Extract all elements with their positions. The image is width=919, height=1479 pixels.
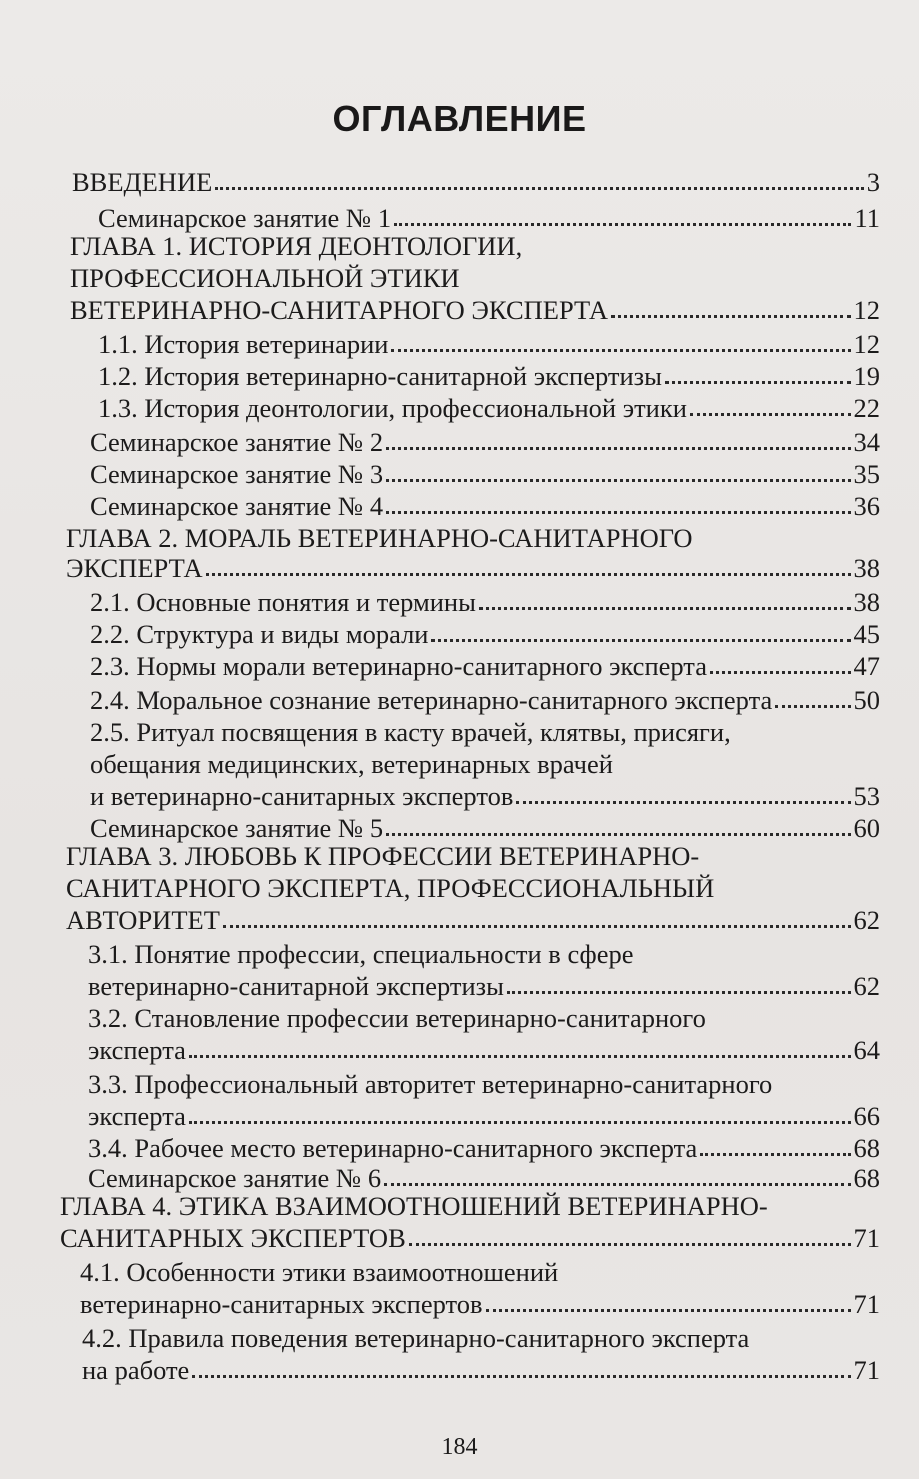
toc-title: ОГЛАВЛЕНИЕ <box>332 98 587 139</box>
toc-entry-page: 35 <box>853 459 880 489</box>
toc-entry-title: 3.2. Становление профессии ветеринарно-санитарного <box>88 1003 706 1033</box>
toc-entry-title: 2.1. Основные понятия и термины <box>90 587 476 617</box>
toc-entry-page: 68 <box>853 1133 880 1163</box>
toc-entry-title: ГЛАВА 4. ЭТИКА ВЗАИМООТНОШЕНИЙ ВЕТЕРИНАРНО- <box>60 1191 768 1221</box>
toc-entry-title: эксперта <box>88 1035 186 1065</box>
toc-entry-title: ЭКСПЕРТА <box>66 553 203 583</box>
toc-entry-title: 1.3. История деонтологии, профессиональной этики <box>98 393 687 423</box>
toc-entry-title: на работе <box>82 1355 190 1385</box>
toc-dot-leader <box>516 801 850 804</box>
toc-entry-title: 4.2. Правила поведения ветеринарно-санитарного эксперта <box>82 1323 750 1353</box>
toc-entry <box>80 1256 880 1288</box>
toc-entry <box>66 522 880 554</box>
toc-entry <box>82 1354 880 1386</box>
toc-entry-page: 38 <box>853 553 880 583</box>
toc-dot-leader <box>189 1055 851 1058</box>
toc-entry-title: 3.1. Понятие профессии, специальности в сфере <box>88 939 634 969</box>
toc-entry <box>88 1002 880 1034</box>
toc-entry-title: 4.1. Особенности этики взаимоотношений <box>80 1257 559 1287</box>
toc-dot-leader <box>710 671 851 674</box>
toc-entry-title: 1.2. История ветеринарно-санитарной экспертизы <box>98 361 662 391</box>
toc-entry <box>66 552 880 584</box>
toc-entry-title: 2.2. Структура и виды морали <box>90 619 429 649</box>
toc-entry-page: 34 <box>853 427 880 457</box>
toc-entry-page: 45 <box>853 619 880 649</box>
toc-entry <box>90 426 880 458</box>
toc-entry-title: Семинарское занятие № 4 <box>90 491 384 521</box>
toc-entry-title: Семинарское занятие № 6 <box>88 1163 382 1193</box>
toc-entry <box>60 1222 880 1254</box>
toc-entry-page: 53 <box>853 781 880 811</box>
toc-entry-title: САНИТАРНЫХ ЭКСПЕРТОВ <box>60 1223 406 1253</box>
toc-entry <box>98 392 880 424</box>
toc-entry-page: 19 <box>853 361 880 391</box>
toc-entry-page: 60 <box>853 813 880 843</box>
toc-entry <box>72 166 880 198</box>
toc-entry-title: эксперта <box>88 1101 186 1131</box>
toc-dot-leader <box>386 479 850 482</box>
toc-entry <box>66 872 880 904</box>
toc-entry-page: 36 <box>853 491 880 521</box>
toc-dot-leader <box>394 223 851 226</box>
toc-entry-title: 3.4. Рабочее место ветеринарно-санитарного эксперта <box>88 1133 698 1163</box>
toc-entry-page: 66 <box>853 1101 880 1131</box>
toc-dot-leader <box>507 991 851 994</box>
toc-entry <box>80 1288 880 1320</box>
toc-dot-leader <box>486 1309 851 1312</box>
toc-entry-title: ПРОФЕССИОНАЛЬНОЙ ЭТИКИ <box>70 263 460 293</box>
toc-entry-title: ВЕТЕРИНАРНО-САНИТАРНОГО ЭКСПЕРТА <box>70 295 609 325</box>
page-number: 184 <box>441 1434 478 1460</box>
toc-entry <box>88 970 880 1002</box>
toc-entry-title: обещания медицинских, ветеринарных врачей <box>90 749 613 779</box>
toc-entry-title: САНИТАРНОГО ЭКСПЕРТА, ПРОФЕССИОНАЛЬНЫЙ <box>66 873 715 903</box>
toc-dot-leader <box>215 187 863 190</box>
toc-entry <box>98 328 880 360</box>
toc-dot-leader <box>189 1121 851 1124</box>
toc-entry <box>88 1100 880 1132</box>
toc-entry-page: 11 <box>854 203 880 233</box>
toc-dot-leader <box>192 1375 850 1378</box>
toc-entry <box>70 294 880 326</box>
toc-entry <box>60 1190 880 1222</box>
toc-dot-leader <box>611 315 850 318</box>
toc-entry-title: и ветеринарно-санитарных экспертов <box>90 781 514 811</box>
toc-entry-page: 12 <box>853 295 880 325</box>
toc-entry-page: 62 <box>853 971 880 1001</box>
toc-entry <box>90 618 880 650</box>
toc-entry-page: 38 <box>853 587 880 617</box>
toc-entry-title: 3.3. Профессиональный авторитет ветеринарно-санитарного <box>88 1069 773 1099</box>
toc-dot-leader <box>479 607 851 610</box>
toc-entry-page: 3 <box>866 167 880 197</box>
toc-entry <box>90 458 880 490</box>
toc-entry-title: Семинарское занятие № 2 <box>90 427 384 457</box>
toc-entry-title: ГЛАВА 2. МОРАЛЬ ВЕТЕРИНАРНО-САНИТАРНОГО <box>66 523 693 553</box>
toc-dot-leader <box>700 1153 850 1156</box>
toc-dot-leader <box>386 447 850 450</box>
toc-entry <box>82 1322 880 1354</box>
toc-entry-page: 71 <box>853 1289 880 1319</box>
toc-entry <box>88 938 880 970</box>
toc-dot-leader <box>775 705 850 708</box>
toc-dot-leader <box>206 573 851 576</box>
toc-entry-page: 71 <box>853 1355 880 1385</box>
toc-entry-title: 2.5. Ритуал посвящения в касту врачей, клятвы, присяги, <box>90 717 731 747</box>
toc-entry <box>90 748 880 780</box>
toc-entry <box>66 840 880 872</box>
toc-dot-leader <box>386 833 850 836</box>
toc-entry-title: ВВЕДЕНИЕ <box>72 167 213 197</box>
toc-entry-page: 47 <box>853 651 880 681</box>
toc-entry-page: 50 <box>853 685 880 715</box>
toc-dot-leader <box>223 925 851 928</box>
toc-entry <box>70 230 880 262</box>
toc-entry-title: Семинарское занятие № 3 <box>90 459 384 489</box>
toc-entry-title: Семинарское занятие № 5 <box>90 813 384 843</box>
toc-entry-page: 64 <box>853 1035 880 1065</box>
toc-entry <box>90 684 880 716</box>
toc-entry <box>90 650 880 682</box>
toc-entry-page: 62 <box>853 905 880 935</box>
toc-entry-title: Семинарское занятие № 1 <box>98 203 392 233</box>
toc-dot-leader <box>431 639 850 642</box>
toc-dot-leader <box>409 1243 851 1246</box>
toc-entry <box>90 716 880 748</box>
toc-entry-page: 68 <box>853 1163 880 1193</box>
toc-entry <box>98 360 880 392</box>
toc-dot-leader <box>386 511 850 514</box>
toc-dot-leader <box>690 413 851 416</box>
toc-entry-title: ГЛАВА 3. ЛЮБОВЬ К ПРОФЕССИИ ВЕТЕРИНАРНО- <box>66 841 700 871</box>
toc-entry-title: 1.1. История ветеринарии <box>98 329 389 359</box>
toc-entry-title: АВТОРИТЕТ <box>66 905 220 935</box>
toc-entry <box>88 1068 880 1100</box>
toc-entry <box>88 1034 880 1066</box>
toc-entry-title: ветеринарно-санитарной экспертизы <box>88 971 504 1001</box>
toc-entry-title: ГЛАВА 1. ИСТОРИЯ ДЕОНТОЛОГИИ, <box>70 231 523 261</box>
toc-entry <box>90 490 880 522</box>
toc-entry <box>88 1132 880 1164</box>
toc-entry <box>90 586 880 618</box>
toc-dot-leader <box>384 1183 850 1186</box>
toc-entry <box>70 262 880 294</box>
toc-dot-leader <box>665 381 851 384</box>
toc-dot-leader <box>391 349 850 352</box>
toc-entry-title: 2.3. Нормы морали ветеринарно-санитарного эксперта <box>90 651 707 681</box>
toc-entry-page: 22 <box>853 393 880 423</box>
toc-entry <box>66 904 880 936</box>
toc-entry-title: 2.4. Моральное сознание ветеринарно-санитарного эксперта <box>90 685 773 715</box>
toc-entry-page: 12 <box>853 329 880 359</box>
toc-entry-page: 71 <box>853 1223 880 1253</box>
toc-entry-title: ветеринарно-санитарных экспертов <box>80 1289 483 1319</box>
toc-entry <box>90 780 880 812</box>
